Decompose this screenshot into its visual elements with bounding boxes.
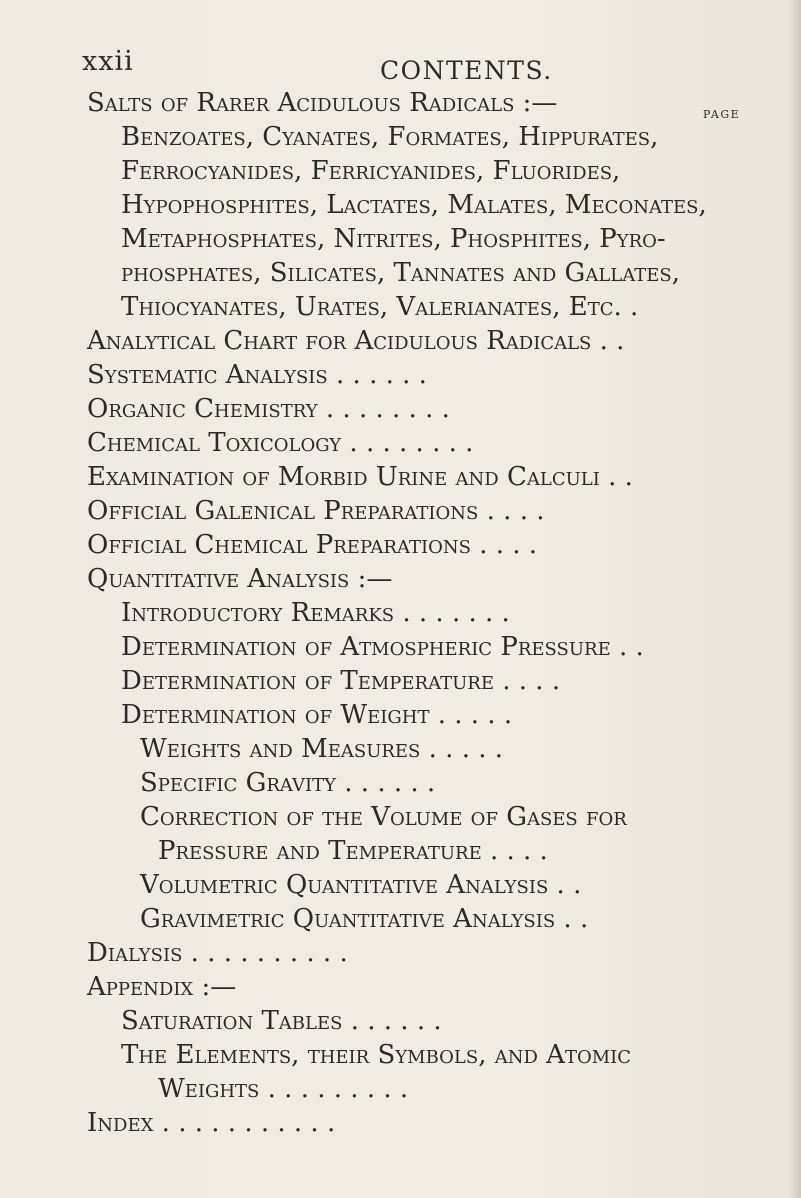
entry-title: Appendix :— bbox=[87, 972, 237, 1002]
entry-title: Saturation Tables . . . . . . bbox=[121, 1006, 442, 1036]
entry-title: Gravimetric Quantitative Analysis . . bbox=[140, 904, 589, 934]
running-title: CONTENTS. bbox=[380, 56, 553, 85]
entry-title: Examination of Morbid Urine and Calculi . . bbox=[87, 462, 633, 492]
entry-title: Weights . . . . . . . . . bbox=[158, 1074, 409, 1104]
page-column-label: PAGE bbox=[703, 108, 741, 121]
entry-title: Index . . . . . . . . . . . bbox=[87, 1108, 336, 1138]
entry-title: Hypophosphites, Lactates, Malates, Meconates, bbox=[121, 190, 707, 220]
page-number: xxii bbox=[82, 46, 134, 77]
entry-title: Specific Gravity . . . . . . bbox=[140, 768, 436, 798]
entry-title: Determination of Weight . . . . . bbox=[121, 700, 513, 730]
entry-title: Pressure and Temperature . . . . bbox=[158, 836, 548, 866]
entry-title: Salts of Rarer Acidulous Radicals :— bbox=[87, 88, 558, 118]
entry-title: Chemical Toxicology . . . . . . . . bbox=[87, 428, 474, 458]
entry-title: Analytical Chart for Acidulous Radicals . . bbox=[87, 326, 625, 356]
entry-title: Official Galenical Preparations . . . . bbox=[87, 496, 545, 526]
entry-title: Determination of Temperature . . . . bbox=[121, 666, 561, 696]
page-edge-shadow bbox=[789, 0, 801, 1198]
entry-title: Introductory Remarks . . . . . . . bbox=[121, 598, 510, 628]
entry-title: Dialysis . . . . . . . . . . bbox=[87, 938, 348, 968]
entry-title: Determination of Atmospheric Pressure . . bbox=[121, 632, 644, 662]
entry-title: Volumetric Quantitative Analysis . . bbox=[140, 870, 582, 900]
entry-title: Systematic Analysis . . . . . . bbox=[87, 360, 427, 390]
entry-title: Quantitative Analysis :— bbox=[87, 564, 393, 594]
entry-title: Official Chemical Preparations . . . . bbox=[87, 530, 538, 560]
entry-title: Weights and Measures . . . . . bbox=[140, 734, 504, 764]
entry-title: phosphates, Silicates, Tannates and Gallates, bbox=[121, 258, 680, 288]
entry-title: Organic Chemistry . . . . . . . . bbox=[87, 394, 450, 424]
entry-title: Benzoates, Cyanates, Formates, Hippurates, bbox=[121, 122, 659, 152]
entry-title: Ferrocyanides, Ferricyanides, Fluorides, bbox=[121, 156, 621, 186]
entry-title: Metaphosphates, Nitrites, Phosphites, Pyro- bbox=[121, 224, 666, 254]
entry-title: Correction of the Volume of Gases for bbox=[140, 802, 627, 832]
entry-title: The Elements, their Symbols, and Atomic bbox=[121, 1040, 632, 1070]
entry-title: Thiocyanates, Urates, Valerianates, Etc. . bbox=[121, 292, 639, 322]
